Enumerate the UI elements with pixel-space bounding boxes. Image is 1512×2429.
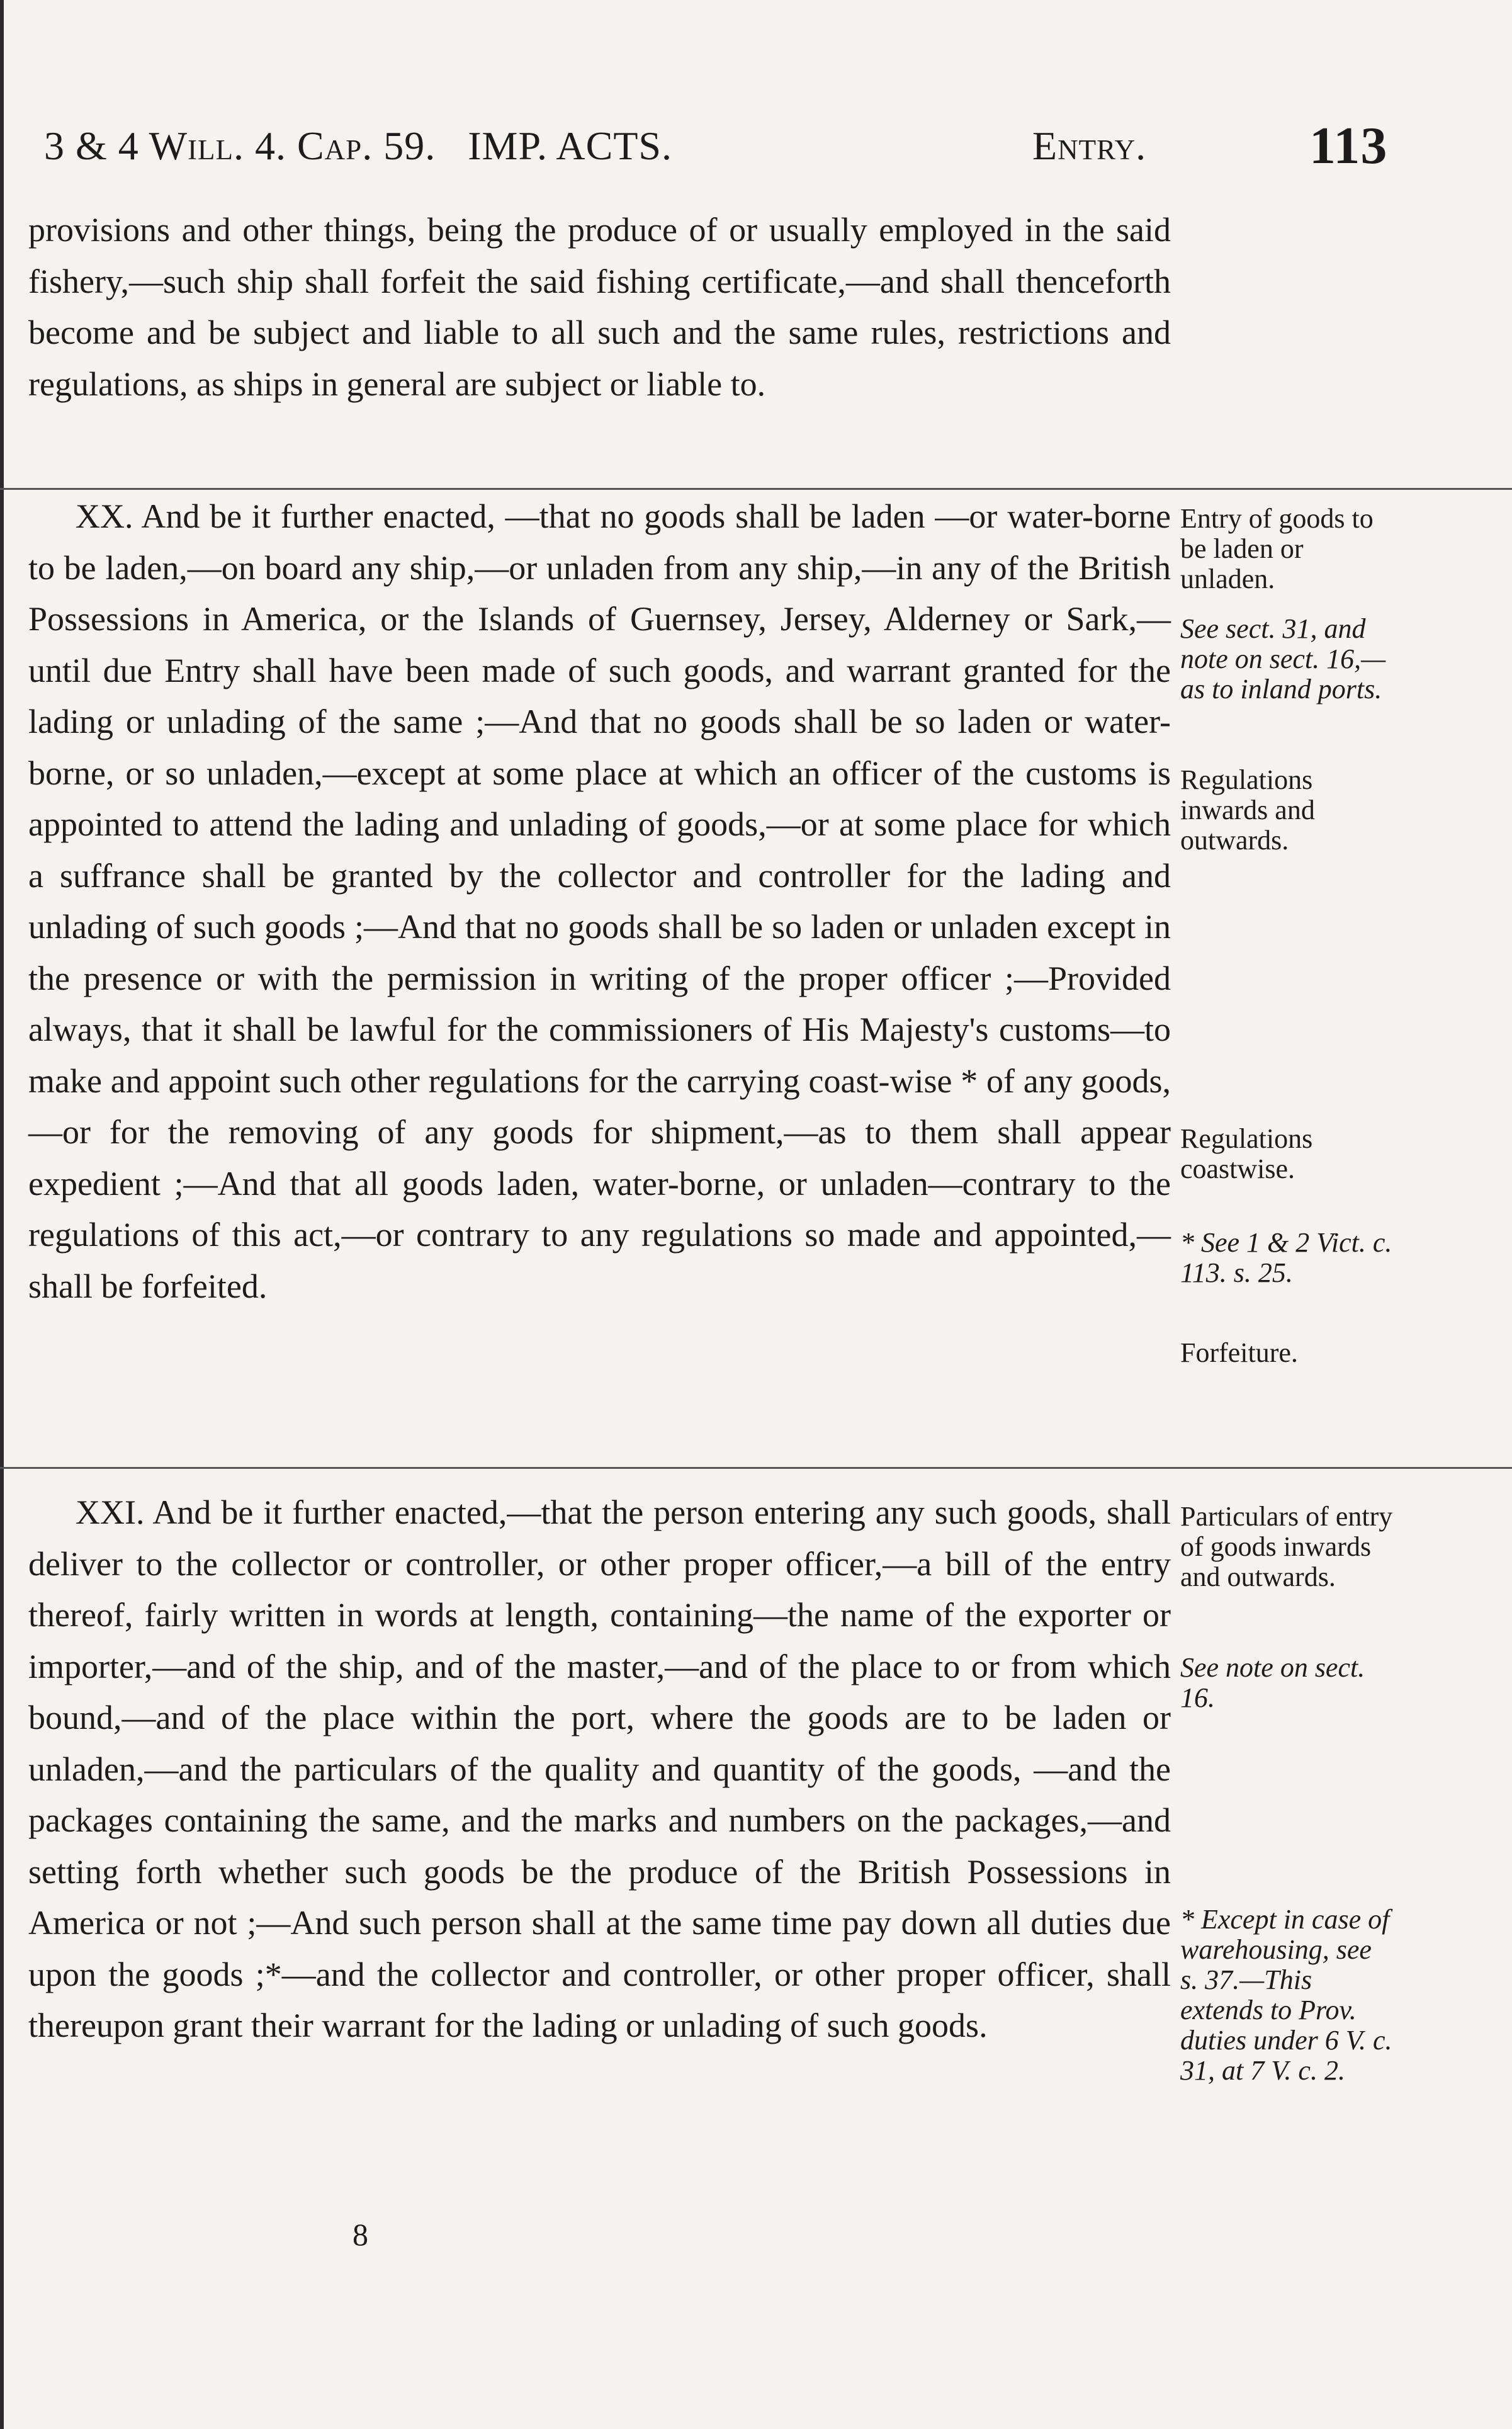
margin-note-particulars-of-entry: Particulars of entry of goods inwards and outwards. (1180, 1501, 1393, 1592)
margin-note-see-1-2-vict: * See 1 & 2 Vict. c. 113. s. 25. (1180, 1227, 1392, 1288)
section-divider (0, 1467, 1512, 1469)
header-citation: 3 & 4 Will. 4. Cap. 59. IMP. ACTS. (44, 123, 672, 168)
section-xx (28, 491, 1171, 1312)
margin-note-regulations-coastwise: Regulations coastwise. (1180, 1123, 1313, 1184)
continuation-paragraph (28, 205, 1171, 410)
section-xxi-text: XXI. And be it further enacted,—that the person entering any such goods, shall deliver to the collector or controller, or other proper officer,—a bill of the entry thereof, fairly written in words at length, containing—the name of the exporter or importer,—and of the ship, and of the master,—and of the place to or from which bound,—and of the place within the port, where the goods are to be laden or unladen,—and the particulars of the quality and quantity of the goods, —and the packages containing the same, and the marks and numbers on the packages,—and setting forth whether such goods be the produce of the British Possessions in America or not ;—And such person shall at the same time pay down all duties due upon the goods ;*—and the collector and controller, or other proper officer, shall thereupon grant their warrant for the lading or unlading of such goods. (28, 1493, 1171, 2044)
margin-note-see-sect-31: See sect. 31, and note on sect. 16,—as to inland ports. (1180, 613, 1386, 705)
margin-note-entry-of-goods: Entry of goods to be laden or unladen. (1180, 503, 1374, 594)
header-topic: Entry. (1032, 123, 1147, 168)
margin-note-forfeiture: Forfeiture. (1180, 1337, 1298, 1368)
running-header (44, 116, 1397, 179)
signature-mark: 8 (353, 2217, 368, 2252)
header-collection: IMP. ACTS. (468, 123, 672, 168)
page-edge (0, 0, 4, 2429)
section-xxi (28, 1487, 1171, 2052)
continuation-text: provisions and other things, being the produce of or usually employed in the said fishery,—such ship shall forfeit the said fishing certificate,—and shall thenceforth become and be subject and liable to all such and the same rules, restrictions and regulations, as ships in general are subject or liable to. (28, 211, 1171, 403)
page-number: 113 (1309, 116, 1388, 175)
section-divider (0, 488, 1512, 490)
margin-note-regulations-inwards: Regulations inwards and outwards. (1180, 764, 1315, 856)
margin-note-except-warehousing: * Except in case of warehousing, see s. 37.—This extends to Prov. duties under 6 V. c. 31, at 7 V. c. 2. (1180, 1904, 1392, 2086)
section-xx-text: XX. And be it further enacted, —that no goods shall be laden —or water-borne to be laden,—on board any ship,—or unladen from any ship,—in any of the British Possessions in America, or the Islands of Guernsey, Jersey, Alderney or Sark,—until due Entry shall have been made of such goods, and warrant granted for the lading or unlading of the same ;—And that no goods shall be so laden or water-borne, or so unladen,—except at some place at which an officer of the customs is appointed to attend the lading and unlading of goods,—or at some place for which a suffrance shall be granted by the collector and controller for the lading and unlading of such goods ;—And that no goods shall be so laden or unladen except in the presence or with the permission in writing of the proper officer ;—Provided always, that it shall be lawful for the commissioners of His Majesty's customs—to make and appoint such other regulations for the carrying coast-wise * of any goods,—or for the removing of any goods for shipment,—as to them shall appear expedient ;—And that all goods laden, water-borne, or unladen—contrary to the regulations of this act,—or contrary to any regulations so made and appointed,—shall be forfeited. (28, 497, 1171, 1305)
margin-note-see-note-sect-16: See note on sect. 16. (1180, 1652, 1365, 1713)
